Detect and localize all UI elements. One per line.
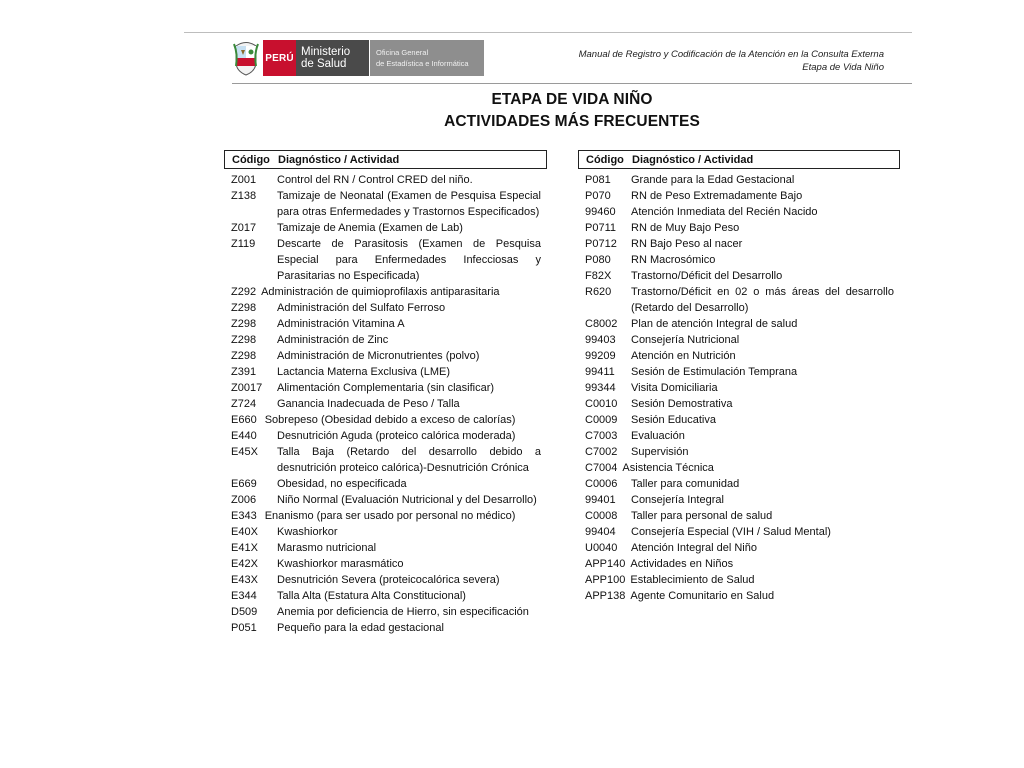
row-description: Consejería Nutricional (631, 334, 740, 346)
row-code: C7002 (585, 446, 618, 458)
row-description: Administración del Sulfato Ferroso (277, 302, 446, 314)
row-code: 99344 (585, 382, 616, 394)
table-row (578, 380, 900, 396)
table-row (224, 348, 547, 364)
row-code: C7004 (585, 462, 618, 474)
row-code: C0008 (585, 510, 618, 522)
row-description: Tamizaje de Neonatal (Examen de Pesquisa Especial para otras Enfermedades y Trastornos Especificados) (277, 190, 541, 218)
row-description: Grande para la Edad Gestacional (631, 174, 795, 186)
table-row (578, 188, 900, 204)
row-code: E40X (231, 526, 258, 538)
right-table (578, 150, 900, 604)
row-description: Descarte de Parasitosis (Examen de Pesquisa Especial para Enfermedades Infecciosas y Parasitarias no Especificada) (277, 238, 541, 282)
row-description: Lactancia Materna Exclusiva (LME) (277, 366, 451, 378)
row-code: 99411 (585, 366, 615, 378)
row-code: E43X (231, 574, 258, 586)
header-rule (232, 83, 912, 84)
table-row (578, 588, 900, 604)
row-code: Z006 (231, 494, 257, 506)
row-code: Z119 (231, 238, 256, 250)
table-row (224, 588, 547, 604)
table-row (578, 412, 900, 428)
row-code: E440 (231, 430, 257, 442)
row-code: Z017 (231, 222, 257, 234)
row-description: Establecimiento de Salud (630, 574, 755, 586)
row-description: Administración de quimioprofilaxis antiparasitaria (261, 286, 500, 298)
row-description: Anemia por deficiencia de Hierro, sin especificación (277, 606, 529, 618)
left-table (224, 150, 547, 636)
row-description: Supervisión (631, 446, 689, 458)
table-row (578, 428, 900, 444)
row-code: APP100 (585, 574, 626, 586)
table-row (224, 236, 547, 284)
table-header (578, 150, 900, 169)
row-description: RN de Peso Extremadamente Bajo (631, 190, 803, 202)
row-code: F82X (585, 270, 612, 282)
row-description: Niño Normal (Evaluación Nutricional y del Desarrollo) (277, 494, 537, 506)
header-description: Diagnóstico / Actividad (632, 153, 754, 166)
table-row (578, 396, 900, 412)
table-row (578, 460, 900, 476)
row-code: Z391 (231, 366, 257, 378)
row-description: RN Bajo Peso al nacer (631, 238, 743, 250)
row-code: C0006 (585, 478, 618, 490)
row-code: Z298 (231, 318, 257, 330)
row-description: Kwashiorkor (277, 526, 338, 538)
row-description: Agente Comunitario en Salud (630, 590, 775, 602)
row-description: Desnutrición Severa (proteicocalórica severa) (277, 574, 500, 586)
row-code: D509 (231, 606, 258, 618)
row-description: Trastorno/Déficit en 02 o más áreas del desarrollo (Retardo del Desarrollo) (631, 286, 894, 314)
row-description: Sesión Demostrativa (631, 398, 733, 410)
row-description: Talla Baja (Retardo del desarrollo debido a desnutrición proteico calórica)-Desnutrición Crónica (277, 446, 541, 474)
table-row (224, 284, 547, 300)
row-description: Atención Inmediata del Recién Nacido (631, 206, 818, 218)
row-description: Administración Vitamina A (277, 318, 405, 330)
table-row (578, 268, 900, 284)
ministerio-label (296, 40, 369, 76)
table-row (578, 316, 900, 332)
coat-of-arms-icon (232, 40, 260, 76)
row-description: Ganancia Inadecuada de Peso / Talla (277, 398, 460, 410)
row-description: Actividades en Niños (630, 558, 734, 570)
row-description: Sesión de Estimulación Temprana (631, 366, 798, 378)
header-code: Código (232, 153, 270, 166)
row-description: Trastorno/Déficit del Desarrollo (631, 270, 783, 282)
table-row (224, 364, 547, 380)
table-row (578, 204, 900, 220)
manual-caption (579, 48, 884, 74)
row-code: Z001 (231, 174, 257, 186)
row-code: R620 (585, 286, 612, 298)
row-code: C0009 (585, 414, 618, 426)
row-code: E343 (231, 510, 257, 522)
oficina-line-1: Oficina General (376, 48, 429, 57)
ministerio-line-1: Ministerio (301, 46, 351, 58)
table-row (224, 428, 547, 444)
table-row (224, 572, 547, 588)
table-row (224, 604, 547, 620)
row-description: Taller para comunidad (631, 478, 740, 490)
page-top-rule (184, 32, 912, 33)
table-row (578, 364, 900, 380)
table-row (578, 172, 900, 188)
row-description: Sobrepeso (Obesidad debido a exceso de calorías) (264, 414, 516, 426)
row-description: Evaluación (631, 430, 685, 442)
table-row (224, 172, 547, 188)
table-row (578, 572, 900, 588)
table-row (224, 188, 547, 220)
table-row (578, 332, 900, 348)
row-code: Z298 (231, 350, 257, 362)
row-code: 99401 (585, 494, 616, 506)
row-description: Atención en Nutrición (631, 350, 736, 362)
row-description: RN de Muy Bajo Peso (631, 222, 740, 234)
header-code: Código (586, 153, 624, 166)
row-code: Z298 (231, 302, 257, 314)
oficina-line-2: de Estadística e Informática (376, 59, 469, 68)
oficina-label (370, 40, 484, 76)
manual-line-1: Manual de Registro y Codificación de la Atención en la Consulta Externa (578, 49, 884, 60)
table-row (224, 620, 547, 636)
table-row (224, 540, 547, 556)
row-description: Administración de Micronutrientes (polvo) (277, 350, 480, 362)
table-row (224, 332, 547, 348)
peru-label: PERÚ (263, 40, 296, 76)
row-description: Tamizaje de Anemia (Examen de Lab) (277, 222, 463, 234)
row-description: Obesidad, no especificada (277, 478, 407, 490)
row-code: Z138 (231, 190, 257, 202)
row-code: Z298 (231, 334, 257, 346)
row-code: P080 (585, 254, 611, 266)
table-row (224, 476, 547, 492)
table-row (578, 252, 900, 268)
table-row (578, 492, 900, 508)
row-description: Asistencia Técnica (622, 462, 714, 474)
row-description: Marasmo nutricional (277, 542, 377, 554)
row-description: Administración de Zinc (277, 334, 389, 346)
row-code: APP140 (585, 558, 626, 570)
row-code: U0040 (585, 542, 618, 554)
row-description: Consejería Integral (631, 494, 724, 506)
row-code: P0711 (585, 222, 616, 234)
page-subtitle: ACTIVIDADES MÁS FRECUENTES (444, 113, 700, 130)
row-code: C0010 (585, 398, 618, 410)
row-code: E41X (231, 542, 258, 554)
table-header (224, 150, 547, 169)
table-row (224, 396, 547, 412)
table-row (578, 348, 900, 364)
minsa-logo (232, 40, 484, 76)
row-description: Desnutrición Aguda (proteico calórica moderada) (277, 430, 516, 442)
row-code: 99209 (585, 350, 616, 362)
table-row (224, 492, 547, 508)
row-code: E42X (231, 558, 258, 570)
table-row (578, 236, 900, 252)
row-description: Enanismo (para ser usado por personal no médico) (264, 510, 516, 522)
row-code: P0712 (585, 238, 617, 250)
row-code: P051 (231, 622, 257, 634)
manual-line-2: Etapa de Vida Niño (802, 62, 884, 73)
row-description: Kwashiorkor marasmático (277, 558, 404, 570)
table-row (224, 380, 547, 396)
row-description: Pequeño para la edad gestacional (277, 622, 444, 634)
row-code: APP138 (585, 590, 626, 602)
row-code: E669 (231, 478, 257, 490)
table-row (224, 556, 547, 572)
row-code: 99460 (585, 206, 616, 218)
row-description: Talla Alta (Estatura Alta Constitucional) (277, 590, 466, 602)
row-description: Sesión Educativa (631, 414, 716, 426)
row-description: Alimentación Complementaria (sin clasificar) (277, 382, 495, 394)
table-row (224, 524, 547, 540)
row-code: Z724 (231, 398, 257, 410)
row-description: Consejería Especial (VIH / Salud Mental) (631, 526, 831, 538)
table-row (578, 540, 900, 556)
table-row (578, 556, 900, 572)
row-code: Z292 (231, 286, 257, 298)
row-description: Taller para personal de salud (631, 510, 773, 522)
table-row (224, 444, 547, 476)
row-code: P070 (585, 190, 611, 202)
row-code: P081 (585, 174, 611, 186)
row-code: C8002 (585, 318, 618, 330)
row-code: E344 (231, 590, 257, 602)
row-code: Z0017 (231, 382, 263, 394)
table-row (578, 476, 900, 492)
table-row (578, 508, 900, 524)
header-description: Diagnóstico / Actividad (278, 153, 400, 166)
table-row (224, 316, 547, 332)
table-row (224, 412, 547, 428)
row-code: 99403 (585, 334, 616, 346)
table-row (578, 284, 900, 316)
row-code: E45X (231, 446, 258, 458)
row-code: 99404 (585, 526, 616, 538)
table-row (224, 220, 547, 236)
row-description: Atención Integral del Niño (631, 542, 757, 554)
row-code: E660 (231, 414, 257, 426)
row-description: RN Macrosómico (631, 254, 716, 266)
row-description: Plan de atención Integral de salud (631, 318, 798, 330)
row-description: Visita Domiciliaria (631, 382, 718, 394)
row-code: C7003 (585, 430, 618, 442)
ministerio-line-2: de Salud (301, 58, 347, 70)
table-row (578, 524, 900, 540)
table-row (224, 508, 547, 524)
row-description: Control del RN / Control CRED del niño. (277, 174, 473, 186)
table-row (224, 300, 547, 316)
table-row (578, 220, 900, 236)
page-title: ETAPA DE VIDA NIÑO (491, 91, 653, 108)
table-row (578, 444, 900, 460)
